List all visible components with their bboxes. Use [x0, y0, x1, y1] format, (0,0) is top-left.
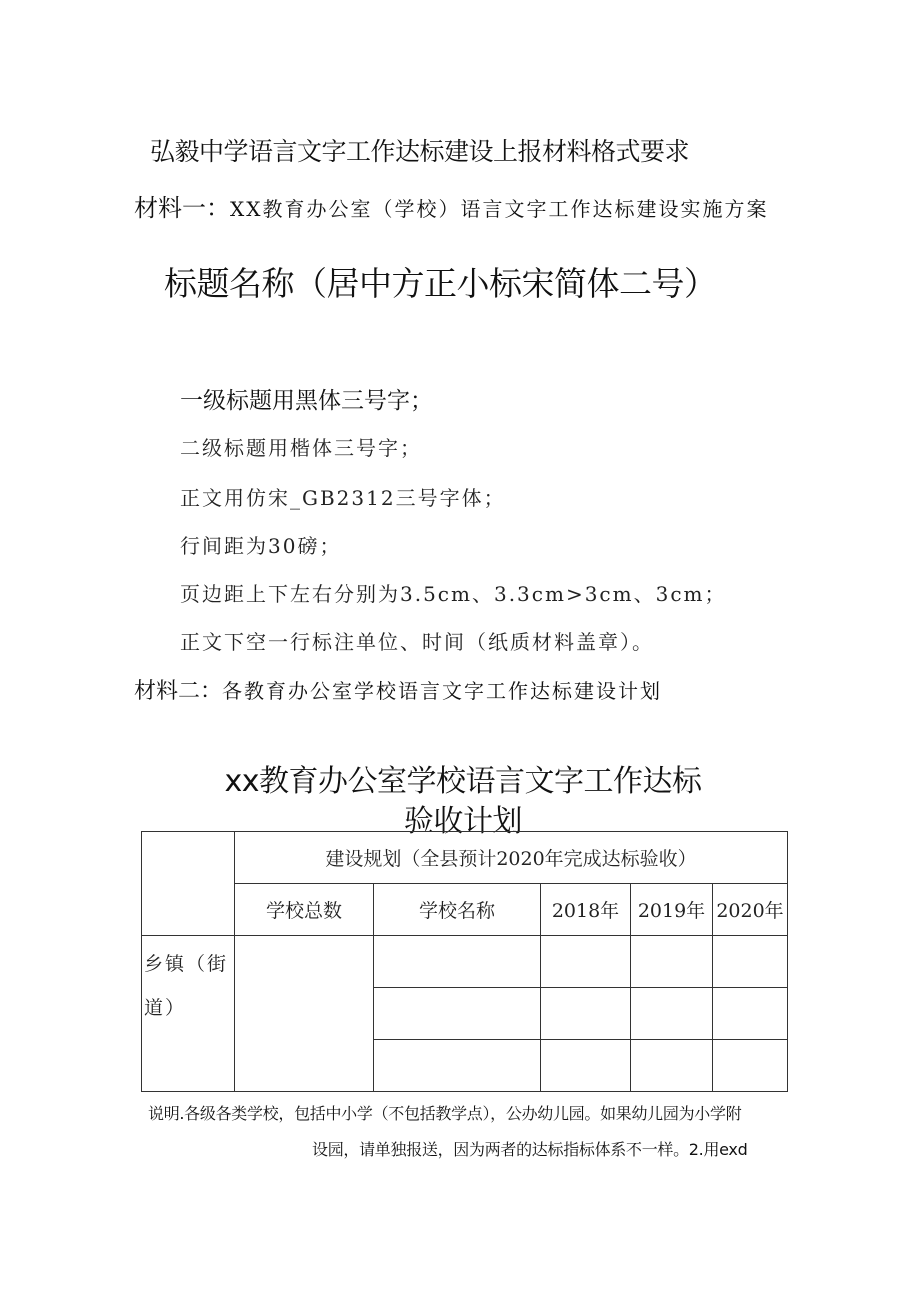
material-two	[134, 674, 662, 705]
margins-line: 页边距上下左右分别为3.5cm、3.3cm>3cm、3cm；	[180, 582, 727, 606]
document-title: 弘毅中学语言文字工作达标建设上报材料格式要求	[150, 137, 690, 166]
header-2018: 2018年	[541, 884, 631, 936]
plan-table	[141, 831, 788, 1092]
material-two-text: 各教育办公室学校语言文字工作达标建设计划	[222, 679, 663, 703]
material-two-label: 材料二：	[134, 679, 223, 704]
plan-title-line2: 验收计划	[404, 804, 522, 839]
body-font-line: 正文用仿宋_GB2312三号字体；	[180, 486, 506, 510]
table-cell	[631, 936, 713, 988]
title-format-heading: 标题名称（居中方正小标宋简体二号）	[164, 264, 717, 303]
table-cell	[631, 1040, 713, 1092]
material-one	[134, 188, 768, 223]
table-row	[142, 936, 788, 988]
table-cell	[374, 988, 541, 1040]
header-school-name: 学校名称	[374, 884, 541, 936]
table-cell	[631, 988, 713, 1040]
h2-format-line: 二级标题用楷体三号字；	[180, 436, 422, 460]
table-corner-cell	[142, 832, 235, 936]
table-cell	[374, 936, 541, 988]
group-header-cell: 建设规划（全县预计2020年完成达标验收）	[235, 832, 788, 884]
line-spacing-line: 行间距为30磅；	[180, 534, 342, 558]
material-one-label: 材料一：	[134, 194, 230, 222]
note-line1: 说明.各级各类学校，包括中小学（不包括教学点），公办幼儿园。如果幼儿园为小学附	[148, 1104, 742, 1123]
table-cell	[541, 988, 631, 1040]
table-cell	[541, 936, 631, 988]
header-2020: 2020年	[713, 884, 788, 936]
table-cell	[541, 1040, 631, 1092]
header-2019: 2019年	[631, 884, 713, 936]
table-cell	[374, 1040, 541, 1092]
material-one-text: XX教育办公室（学校）语言文字工作达标建设实施方案	[230, 197, 769, 221]
plan-title-line1: xx教育办公室学校语言文字工作达标	[224, 764, 702, 799]
total-schools-cell	[235, 936, 374, 1092]
note-line2: 设园，请单独报送，因为两者的达标指标体系不一样。2.用exd	[312, 1140, 748, 1159]
table-cell	[713, 988, 788, 1040]
h1-format-line: 一级标题用黑体三号字；	[180, 388, 433, 414]
row-label-town: 乡镇（街道）	[142, 936, 235, 1092]
header-total-schools: 学校总数	[235, 884, 374, 936]
table-cell	[713, 1040, 788, 1092]
table-cell	[713, 936, 788, 988]
footer-format-line: 正文下空一行标注单位、时间（纸质材料盖章）。	[180, 630, 654, 654]
